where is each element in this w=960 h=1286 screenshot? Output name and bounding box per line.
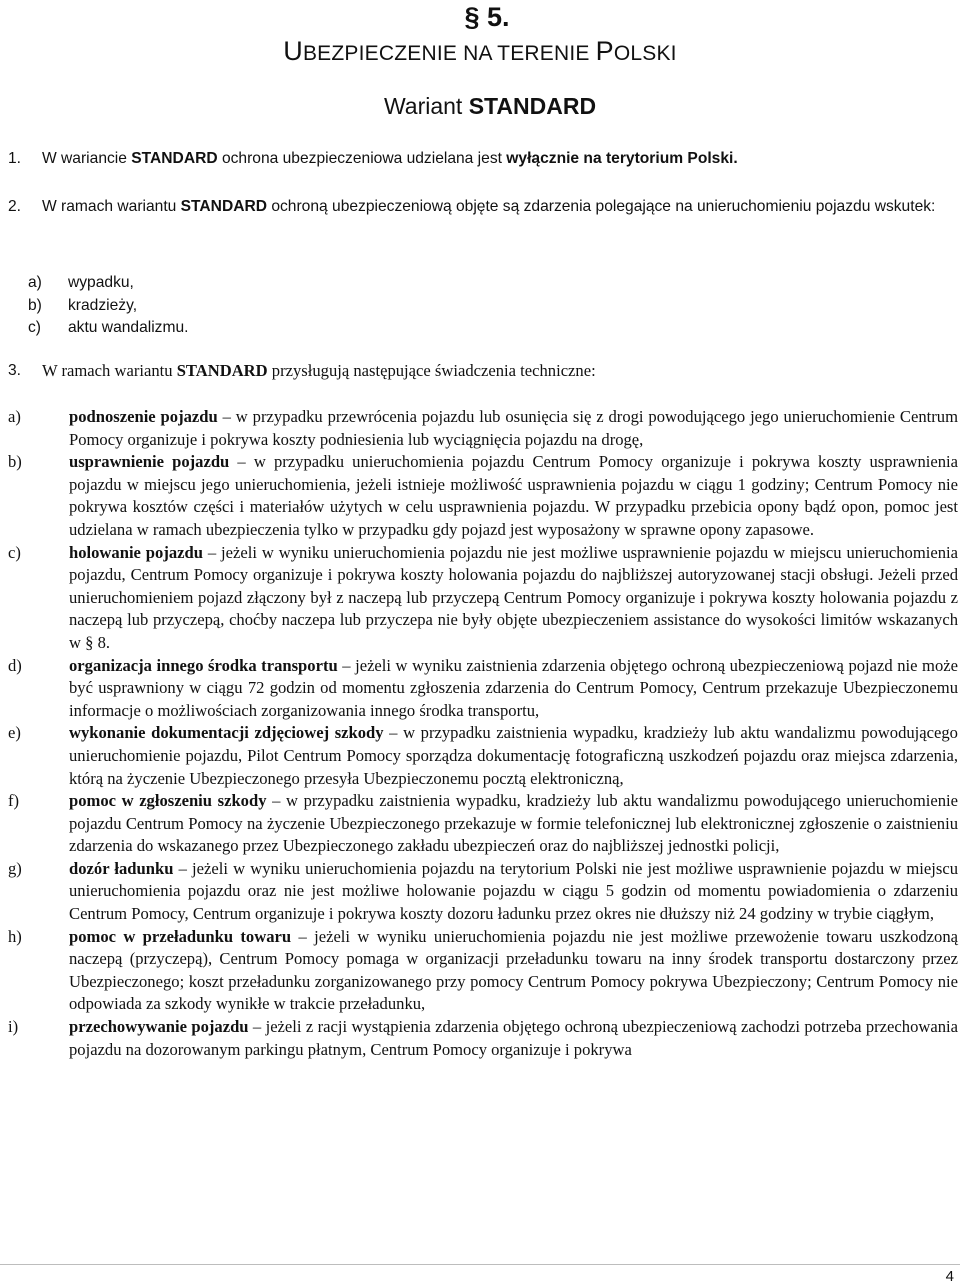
text-run: W ramach wariantu bbox=[42, 361, 177, 380]
list-item bbox=[28, 272, 528, 295]
service-description: – jeżeli w wyniku unieruchomienia pojazdu na terytorium Polski nie jest możliwe usprawnienie pojazdu w miejscu unieruchomienia pojazdu oraz nie jest możliwe holowanie pojazdu w ciągu 5 godzin od momentu powiadomienia o zdarzeniu Centrum Pomocy, Centrum organizuje i pokrywa koszty dozoru ładunku przez okres nie dłuższy niż 24 godziny w trybie ciągłym, bbox=[69, 858, 959, 924]
list-item-text: kradzieży, bbox=[68, 296, 138, 314]
list-marker: c) bbox=[8, 542, 21, 562]
service-name: organizacja innego środka transportu bbox=[69, 655, 338, 675]
service-name: podnoszenie pojazdu bbox=[69, 407, 218, 426]
service-item bbox=[8, 926, 958, 1016]
text-run-bold: wyłącznie na terytorium Polski. bbox=[506, 150, 738, 167]
paragraph-1 bbox=[8, 148, 953, 170]
service-description: – jeżeli w wyniku zaistnienia zdarzenia objętego ochroną ubezpieczeniową pojazd nie może być usprawniony w ciągu 72 godzin od momentu zgłoszenia zdarzenia do Centrum Pomocy, Centrum przekazuje Ubezpieczonemu informacje o możliwościach zorganizowania innego środka transportu, bbox=[69, 655, 958, 720]
paragraph-2 bbox=[8, 196, 953, 218]
variant-name: STANDARD bbox=[468, 93, 597, 119]
service-name: dozór ładunku bbox=[69, 858, 174, 878]
paragraph-text bbox=[42, 148, 953, 170]
text-run: W ramach wariantu bbox=[42, 198, 181, 215]
service-name: pomoc w przeładunku towaru bbox=[69, 926, 292, 946]
service-item bbox=[8, 858, 958, 926]
text-run: przysługują następujące świadczenia techniczne: bbox=[267, 361, 596, 380]
footer-divider bbox=[0, 1264, 960, 1265]
list-item bbox=[28, 295, 528, 318]
variant-prefix: Wariant bbox=[383, 93, 469, 119]
list-marker: b) bbox=[28, 296, 42, 314]
service-text bbox=[69, 542, 958, 655]
list-item-text: aktu wandalizmu. bbox=[68, 319, 189, 336]
service-text bbox=[69, 926, 958, 1016]
service-description: – w przypadku unieruchomienia pojazdu Centrum Pomocy organizuje i pokrywa koszty usprawnienia pojazdu w miejscu jego unieruchomienia, jeżeli istnieje możliwość usprawnienia pojazdu w ciągu 1 godziny; Centrum Pomocy nie pokrywa kosztów części i materiałów użytych w celu usprawnienia pojazdu. W przypadku przebicia opony bądź opon, pomoc jest udzielana w ramach ubezpieczenia tylko w przypadku gdy pojazd jest wyposażony w sprawne opony zapasowe. bbox=[69, 452, 958, 539]
service-text bbox=[69, 655, 958, 723]
title-part: U bbox=[283, 36, 303, 66]
page-number: 4 bbox=[945, 1268, 954, 1285]
list-marker: h) bbox=[8, 926, 22, 946]
list-marker: f) bbox=[8, 791, 20, 811]
paragraph-number: 1. bbox=[8, 150, 22, 167]
paragraph-3 bbox=[8, 360, 953, 382]
list-marker: g) bbox=[8, 858, 22, 878]
paragraph-number: 2. bbox=[8, 198, 22, 215]
text-run-bold: STANDARD bbox=[131, 150, 218, 167]
list-marker: a) bbox=[28, 274, 42, 291]
list-marker: d) bbox=[8, 655, 22, 675]
service-text bbox=[69, 451, 958, 541]
service-description: – jeżeli w wyniku unieruchomienia pojazdu nie jest możliwe usprawnienie pojazdu w miejscu unieruchomienia pojazdu, Centrum Pomocy organizuje i pokrywa koszty holowania pojazdu do najbliższej autoryzowanej stacji obsługi. Jeżeli przed unieruchomieniem pojazd złączony był z naczepą lub przyczepą Centrum Pomocy organizuje i pokrywa koszty holowania pojazdu z naczepą lub przyczepą, choćby naczepa lub przyczepa nie były objęte ubezpieczeniem assistance do wysokości limitów wskazanych w § 8. bbox=[69, 542, 958, 652]
paragraph-text bbox=[42, 360, 953, 382]
list-marker: e) bbox=[8, 723, 21, 743]
service-name: przechowywanie pojazdu bbox=[69, 1017, 249, 1037]
service-text bbox=[69, 858, 958, 926]
service-item bbox=[8, 542, 958, 655]
list-marker: c) bbox=[28, 319, 41, 336]
list-item bbox=[28, 317, 528, 340]
list-item-text: wypadku, bbox=[68, 274, 134, 291]
service-text bbox=[69, 1016, 958, 1061]
list-marker: b) bbox=[8, 452, 22, 472]
section-number: § 5. bbox=[464, 2, 510, 32]
service-name: pomoc w zgłoszeniu szkody bbox=[69, 791, 267, 811]
title-part: BEZPIECZENIE NA TERENIE bbox=[302, 42, 596, 65]
text-run: W wariancie bbox=[42, 150, 132, 167]
service-item bbox=[8, 451, 958, 541]
service-item bbox=[8, 790, 958, 858]
service-name: wykonanie dokumentacji zdjęciowej szkody bbox=[69, 723, 384, 743]
list-marker: i) bbox=[8, 1017, 19, 1037]
title-part: P bbox=[595, 36, 614, 66]
text-run: ochrona ubezpieczeniowa udzielana jest bbox=[217, 150, 507, 167]
service-text bbox=[69, 722, 958, 790]
service-item bbox=[8, 655, 958, 723]
list-marker: a) bbox=[8, 407, 21, 426]
services-list bbox=[8, 406, 958, 1061]
event-list bbox=[28, 272, 528, 340]
paragraph-text bbox=[42, 196, 953, 218]
service-item bbox=[8, 722, 958, 790]
paragraph-number: 3. bbox=[8, 362, 22, 379]
text-run: ochroną ubezpieczeniową objęte są zdarzenia polegające na unieruchomieniu pojazdu wskutek: bbox=[267, 198, 936, 215]
text-run-bold: STANDARD bbox=[176, 361, 268, 380]
service-item bbox=[8, 1016, 958, 1061]
service-description: – w przypadku przewrócenia pojazdu lub osunięcia się z drogi powodującego jego unieruchomienie Centrum Pomocy organizuje i pokrywa koszty podniesienia lub wyciągnięcia pojazdu na drogę, bbox=[69, 407, 958, 449]
service-text bbox=[69, 790, 958, 858]
service-text bbox=[69, 406, 958, 451]
variant-heading bbox=[0, 93, 960, 120]
service-description: – jeżeli w wyniku unieruchomienia pojazdu nie jest możliwe przewożenie towaru uszkodzoną naczepą (przyczepą), Centrum Pomocy pomaga w organizacji przeładunku towaru na inny środek transportu dostarczony przez Ubezpieczonego; koszt przeładunku zorganizowanego przy pomocy Centrum Pomocy pokrywa Ubezpieczony; Centrum Pomocy nie odpowiada za szkody wynikłe w trakcie przeładunku, bbox=[69, 926, 958, 1014]
text-run-bold: STANDARD bbox=[180, 198, 267, 215]
service-name: usprawnienie pojazdu bbox=[69, 452, 230, 472]
service-description: – w przypadku zaistnienia wypadku, kradzieży lub aktu wandalizmu powodującego unieruchomienie pojazdu, Pilot Centrum Pomocy sporządza dokumentację fotograficzną uszkodzeń pojazdu oraz miejsca zdarzenia, którą na życzenie Ubezpieczonego przesyła Ubezpieczonemu pocztą elektroniczną, bbox=[69, 723, 958, 788]
service-item bbox=[8, 406, 958, 451]
title-part: OLSKI bbox=[613, 42, 677, 65]
service-description: – jeżeli z racji wystąpienia zdarzenia objętego ochroną ubezpieczeniową zachodzi potrzeba przechowania pojazdu na dozorowanym parkingu płatnym, Centrum Pomocy organizuje i pokrywa bbox=[69, 1017, 958, 1059]
service-description: – w przypadku zaistnienia wypadku, kradzieży lub aktu wandalizmu powodującego unieruchomienie pojazdu Centrum Pomocy na życzenie Ubezpieczonego przekazuje w formie telefonicznej lub elektronicznej zgłoszenie o zaistnieniu zdarzenia do wskazanego przez Ubezpieczonego zakładu ubezpieczeń oraz do najbliższej jednostki policji, bbox=[69, 791, 958, 856]
section-title bbox=[0, 36, 960, 67]
service-name: holowanie pojazdu bbox=[69, 542, 203, 562]
